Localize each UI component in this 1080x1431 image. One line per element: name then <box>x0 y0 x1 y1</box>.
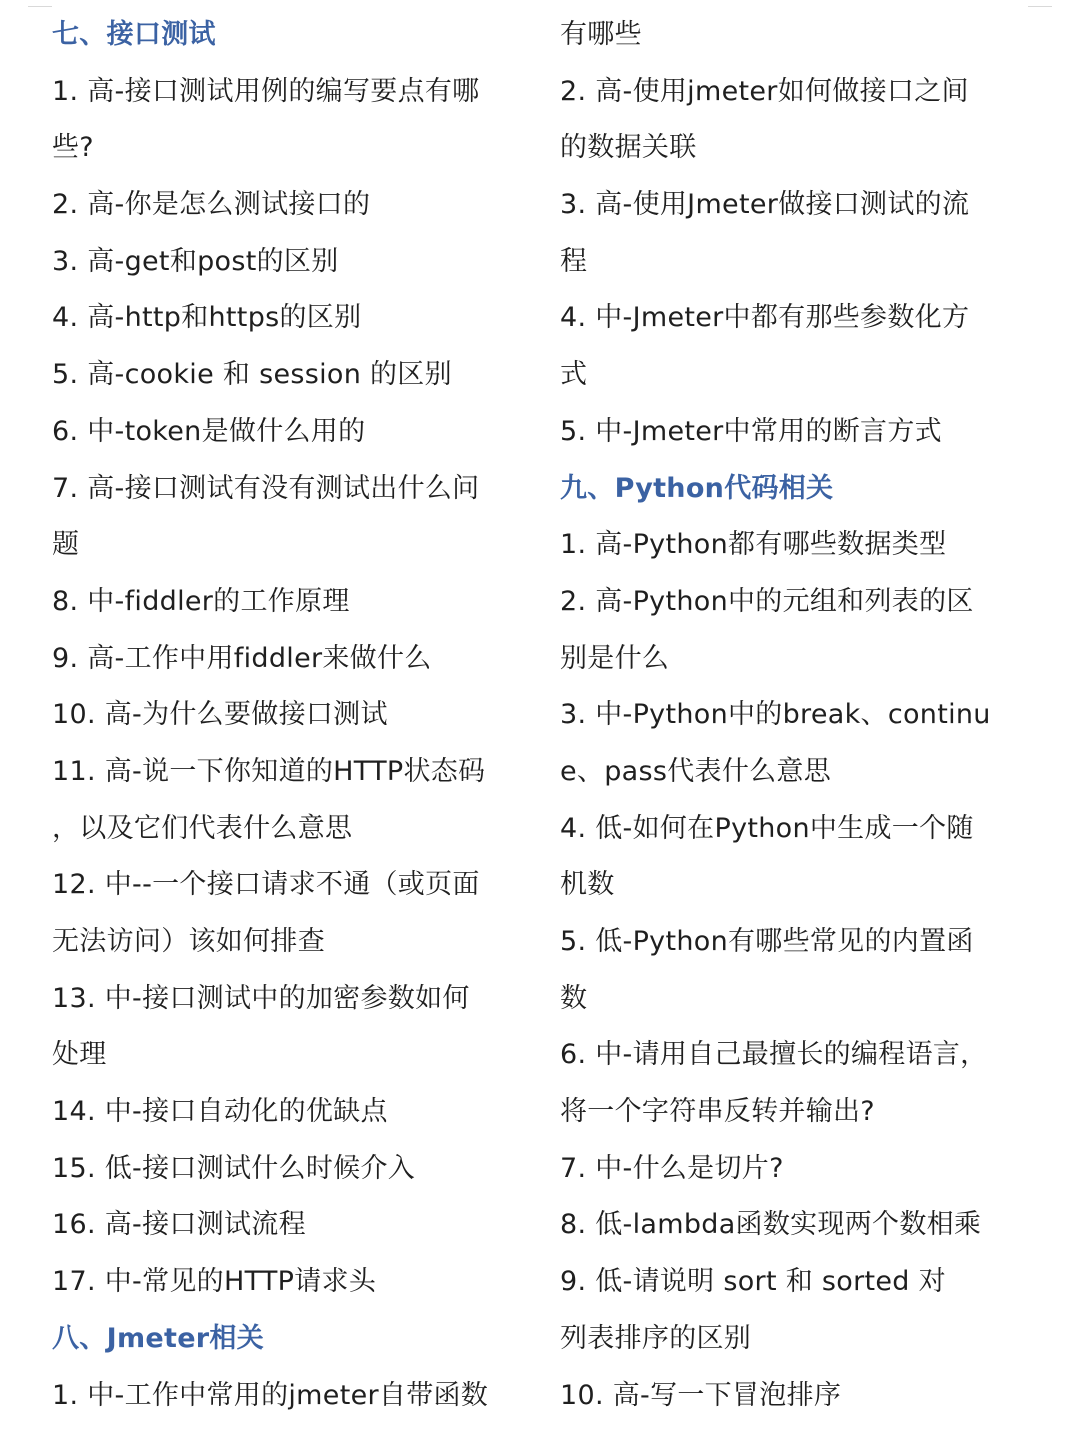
question-line: 2. 高-Python中的元组和列表的区 <box>560 585 974 617</box>
question-line: 13. 中-接口测试中的加密参数如何 <box>52 982 470 1014</box>
question-line: 无法访问）该如何排查 <box>52 926 325 957</box>
question-line: 5. 低-Python有哪些常见的内置函 <box>560 926 974 957</box>
question-line: ，以及它们代表什么意思 <box>52 812 353 844</box>
question-line: 3. 中-Python中的break、continu <box>560 699 991 731</box>
question-line: 4. 中-Jmeter中都有那些参数化方 <box>560 302 970 334</box>
question-line: 17. 中-常见的HTTP请求头 <box>52 1266 377 1298</box>
question-line: 12. 中--一个接口请求不通（或页面 <box>52 869 480 901</box>
section-heading: 八、Jmeter相关 <box>52 1322 265 1354</box>
question-line: 列表排序的区别 <box>560 1322 752 1354</box>
question-line: 别是什么 <box>560 642 670 674</box>
question-line: 10. 高-为什么要做接口测试 <box>52 699 388 731</box>
question-line: 7. 高-接口测试有没有测试出什么问 <box>52 472 480 504</box>
question-line: 2. 高-使用jmeter如何做接口之间 <box>560 75 969 107</box>
question-line: 16. 高-接口测试流程 <box>52 1209 306 1241</box>
question-line: e、pass代表什么意思 <box>560 755 832 787</box>
question-line: 11. 高-说一下你知道的HTTP状态码 <box>52 755 486 787</box>
question-line: 3. 高-get和post的区别 <box>52 245 339 277</box>
question-line: 1. 中-工作中常用的jmeter自带函数 <box>52 1379 489 1411</box>
question-line: 题 <box>52 529 80 561</box>
question-line: 8. 中-fiddler的工作原理 <box>52 585 350 617</box>
question-line: 9. 高-工作中用fiddler来做什么 <box>52 642 432 674</box>
question-line: 数 <box>560 982 588 1014</box>
question-line: 有哪些 <box>560 19 642 50</box>
question-line: 4. 高-http和https的区别 <box>52 302 362 334</box>
question-line: 些? <box>52 132 94 164</box>
question-line: 7. 中-什么是切片? <box>560 1152 784 1184</box>
question-line: 9. 低-请说明 sort 和 sorted 对 <box>560 1266 946 1298</box>
question-line: 程 <box>560 245 588 277</box>
left-column <box>52 7 532 1424</box>
question-line: 机数 <box>560 869 615 901</box>
page-corner-mark-left <box>28 6 52 7</box>
question-line: 8. 低-lambda函数实现两个数相乘 <box>560 1209 982 1241</box>
question-line: 2. 高-你是怎么测试接口的 <box>52 189 371 221</box>
question-line: 15. 低-接口测试什么时候介入 <box>52 1152 416 1184</box>
question-line: 3. 高-使用Jmeter做接口测试的流 <box>560 189 970 221</box>
question-line: 处理 <box>52 1039 107 1071</box>
question-line: 的数据关联 <box>560 132 697 164</box>
question-line: 1. 高-Python都有哪些数据类型 <box>560 529 947 561</box>
question-line: 4. 低-如何在Python中生成一个随 <box>560 812 974 844</box>
question-line: 6. 中-token是做什么用的 <box>52 415 366 447</box>
question-line: 5. 高-cookie 和 session 的区别 <box>52 359 452 391</box>
question-line: 式 <box>560 359 588 391</box>
question-line: 将一个字符串反转并输出? <box>560 1096 875 1128</box>
question-line: 1. 高-接口测试用例的编写要点有哪 <box>52 75 480 107</box>
question-line: 10. 高-写一下冒泡排序 <box>560 1379 842 1411</box>
section-heading: 九、Python代码相关 <box>560 472 834 504</box>
question-line: 14. 中-接口自动化的优缺点 <box>52 1096 388 1128</box>
question-line: 6. 中-请用自己最擅长的编程语言， <box>560 1039 988 1071</box>
section-heading: 七、接口测试 <box>52 19 216 50</box>
question-line: 5. 中-Jmeter中常用的断言方式 <box>560 415 942 447</box>
right-column <box>560 7 1040 1424</box>
